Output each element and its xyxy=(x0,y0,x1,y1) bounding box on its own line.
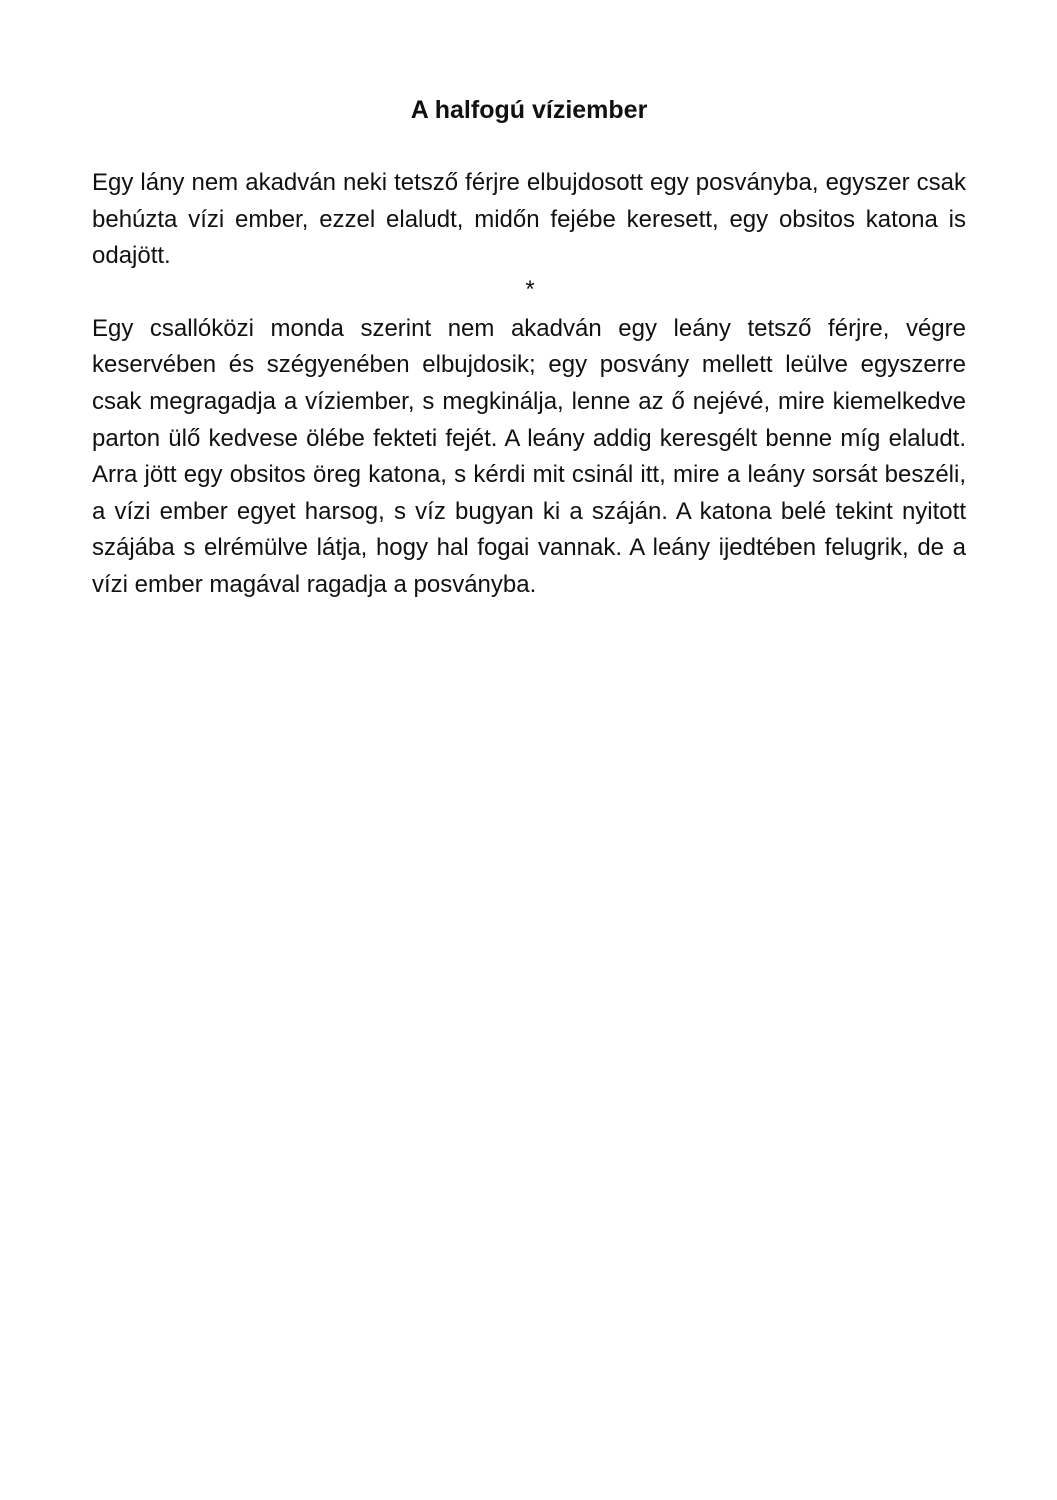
document-title: A halfogú víziember xyxy=(410,96,648,124)
section-separator: * xyxy=(525,275,535,303)
document-page xyxy=(92,92,966,604)
paragraph-summary: Egy lány nem akadván neki tetsző férjre elbujdosott egy posványba, egyszer csak behúzta vízi ember, ezzel elaludt, midőn fejébe keresett, egy obsitos katona is odajött. xyxy=(92,169,966,270)
paragraph-legend: Egy csallóközi monda szerint nem akadván egy leány tetsző férjre, végre keservében és szégyenében elbujdosik; egy posvány mellett leülve egyszerre csak megragadja a víziember, s megkinálja, lenne az ő nejévé, mire kiemelkedve parton ülő kedvese ölébe fekteti fejét. A leány addig keresgélt benne míg elaludt. Arra jött egy obsitos öreg katona, s kérdi mit csinál itt, mire a leány sorsát beszéli, a vízi ember egyet harsog, s víz bugyan ki a száján. A katona belé tekint nyitott szájába s elrémülve látja, hogy hal fogai vannak. A leány ijedtében felugrik, de a vízi ember magával ragadja a posványba. xyxy=(92,314,966,598)
